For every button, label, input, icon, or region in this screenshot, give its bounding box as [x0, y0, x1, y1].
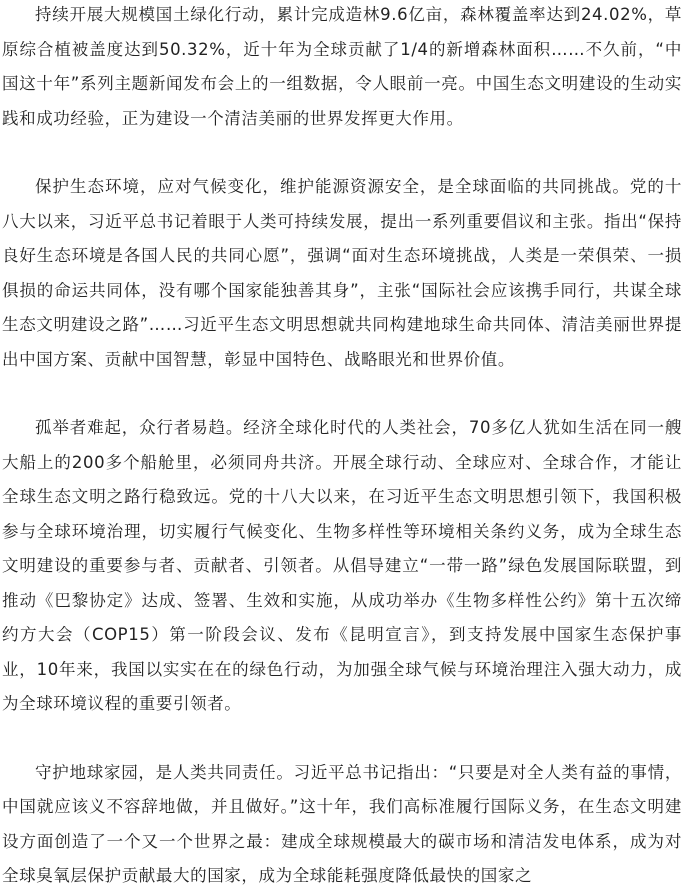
paragraph-4: 守护地球家园，是人类共同责任。习近平总书记指出：“只要是对全人类有益的事情，中国就应该义不容辞地做，并且做好。”这十年，我们高标准履行国际义务，在生态文明建设方面创造了一个又一个世界之最：建成全球规模最大的碳市场和清洁发电体系，成为对全球臭氧层保护贡献最大的国家，成为全球能耗强度降低最快的国家之 — [2, 762, 682, 885]
paragraph-1: 持续开展大规模国土绿化行动，累计完成造林9.6亿亩，森林覆盖率达到24.02%，草原综合植被盖度达到50.32%，近十年为全球贡献了1/4的新增森林面积……不久前，“中国这十年”系列主题新闻发布会上的一组数据，令人眼前一亮。中国生态文明建设的生动实践和成功经验，正为建设一个清洁美丽的世界发挥更大作用。 — [2, 5, 682, 128]
paragraph-3: 孤举者难起，众行者易趋。经济全球化时代的人类社会，70多亿人犹如生活在同一艘大船上的200多个船舱里，必须同舟共济。开展全球行动、全球应对、全球合作，才能让全球生态文明之路行稳致远。党的十八大以来，在习近平生态文明思想引领下，我国积极参与全球环境治理，切实履行气候变化、生物多样性等环境相关条约义务，成为全球生态文明建设的重要参与者、贡献者、引领者。从倡导建立“一带一路”绿色发展国际联盟，到推动《巴黎协定》达成、签署、生效和实施，从成功举办《生物多样性公约》第十五次缔约方大会（COP15）第一阶段会议、发布《昆明宣言》，到支持发展中国家生态保护事业，10年来，我国以实实在在的绿色行动，为加强全球气候与环境治理注入强大动力，成为全球环境议程的重要引领者。 — [2, 418, 682, 713]
paragraph-2: 保护生态环境，应对气候变化，维护能源资源安全，是全球面临的共同挑战。党的十八大以来，习近平总书记着眼于人类可持续发展，提出一系列重要倡议和主张。指出“保持良好生态环境是各国人民的共同心愿”，强调“面对生态环境挑战，人类是一荣俱荣、一损俱损的命运共同体，没有哪个国家能独善其身”，主张“国际社会应该携手同行，共谋全球生态文明建设之路”……习近平生态文明思想就共同构建地球生命共同体、清洁美丽世界提出中国方案、贡献中国智慧，彰显中国特色、战略眼光和世界价值。 — [2, 177, 682, 369]
